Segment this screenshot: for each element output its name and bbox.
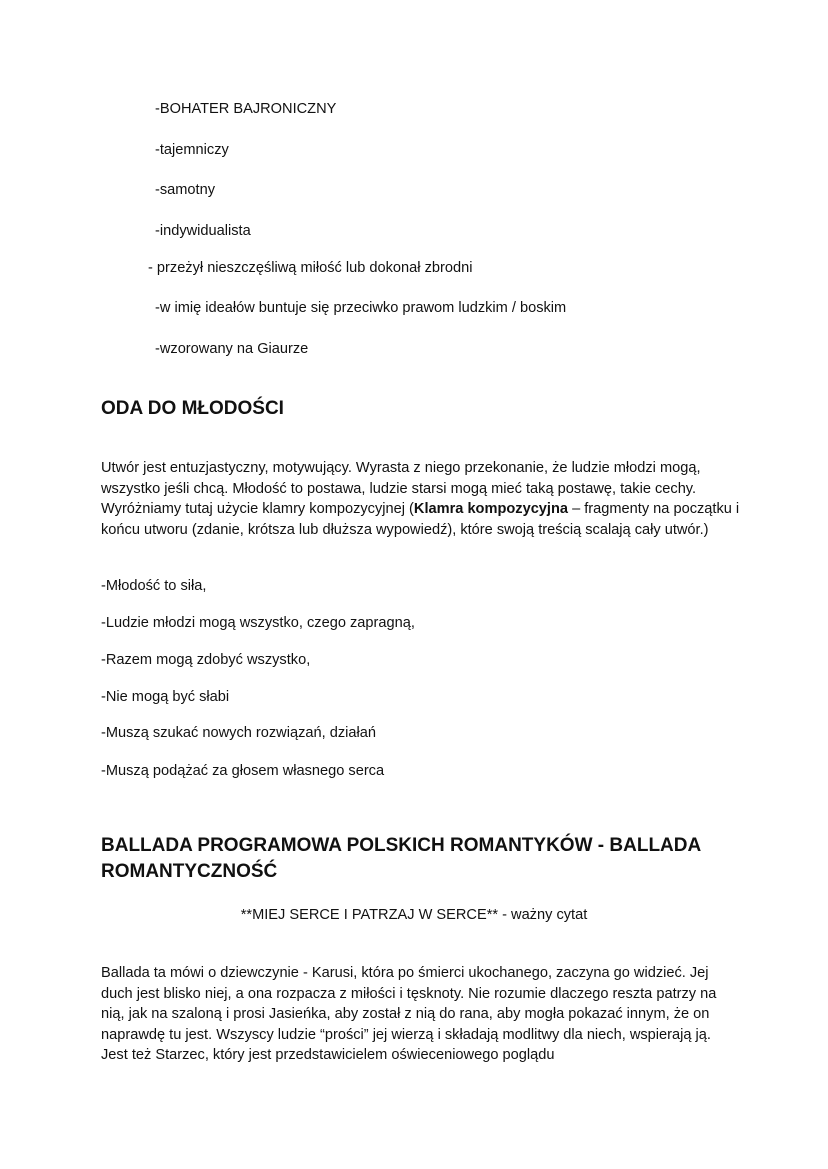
- section-heading-oda: ODA DO MŁODOŚCI: [101, 398, 284, 419]
- list-item: -Muszą podążać za głosem własnego serca: [101, 763, 385, 779]
- list-item: -Razem mogą zdobyć wszystko,: [101, 652, 311, 668]
- quote-line: **MIEJ SERCE I PATRZAJ W SERCE** - ważny cytat: [240, 907, 588, 923]
- list-item: -BOHATER BAJRONICZNY: [155, 101, 337, 117]
- section-heading-ballada-line1: BALLADA PROGRAMOWA POLSKICH ROMANTYKÓW - BALLADA: [101, 835, 702, 856]
- list-item: - przeżył nieszczęśliwą miłość lub dokonał zbrodni: [148, 260, 473, 276]
- oda-paragraph: [101, 458, 741, 540]
- list-item: -w imię ideałów buntuje się przeciwko prawom ludzkim / boskim: [155, 300, 567, 316]
- list-item: -wzorowany na Giaurze: [155, 341, 309, 357]
- oda-paragraph-text-2: – fragmenty na początku i końcu utworu (zdanie, krótsza lub dłuższa wypowiedź), które swoją treścią scalają cały utwór.): [101, 501, 740, 538]
- list-item: -Nie mogą być słabi: [101, 689, 230, 705]
- list-item: -indywidualista: [155, 223, 251, 239]
- ballada-paragraph: Ballada ta mówi o dziewczynie - Karusi, która po śmierci ukochanego, zaczyna go widzieć. Jej duch jest blisko niej, a ona rozpacza z miłości i tęsknoty. Nie rozumie dlaczego reszta patrzy na nią, jak na szaloną i prosi Jasieńka, aby został z nią do rana, aby mogła pokazać innym, że on naprawdę tu jest. Wszyscy ludzie “prości” jej wierzą i składają modlitwy dla niech, wspierają ją. Jest też Starzec, który jest przedstawicielem oświeceniowego poglądu: [101, 965, 717, 1063]
- oda-paragraph-bold: Klamra kompozycyjna: [413, 501, 569, 517]
- list-item: -Młodość to siła,: [101, 578, 207, 594]
- section-heading-ballada-line2: ROMANTYCZNOŚĆ: [101, 861, 278, 882]
- oda-paragraph-text-1: Utwór jest entuzjastyczny, motywujący. Wyrasta z niego przekonanie, że ludzie młodzi mogą, wszystko jeśli chcą. Młodość to postawa, ludzie starsi mogą mieć taką postawę, takie cechy. Wyróżniamy tutaj użycie klamry kompozycyjnej (: [101, 460, 701, 517]
- list-item: -Ludzie młodzi mogą wszystko, czego zapragną,: [101, 615, 415, 631]
- list-item: -samotny: [155, 182, 216, 198]
- list-item: -tajemniczy: [155, 142, 229, 158]
- list-item: -Muszą szukać nowych rozwiązań, działań: [101, 725, 376, 741]
